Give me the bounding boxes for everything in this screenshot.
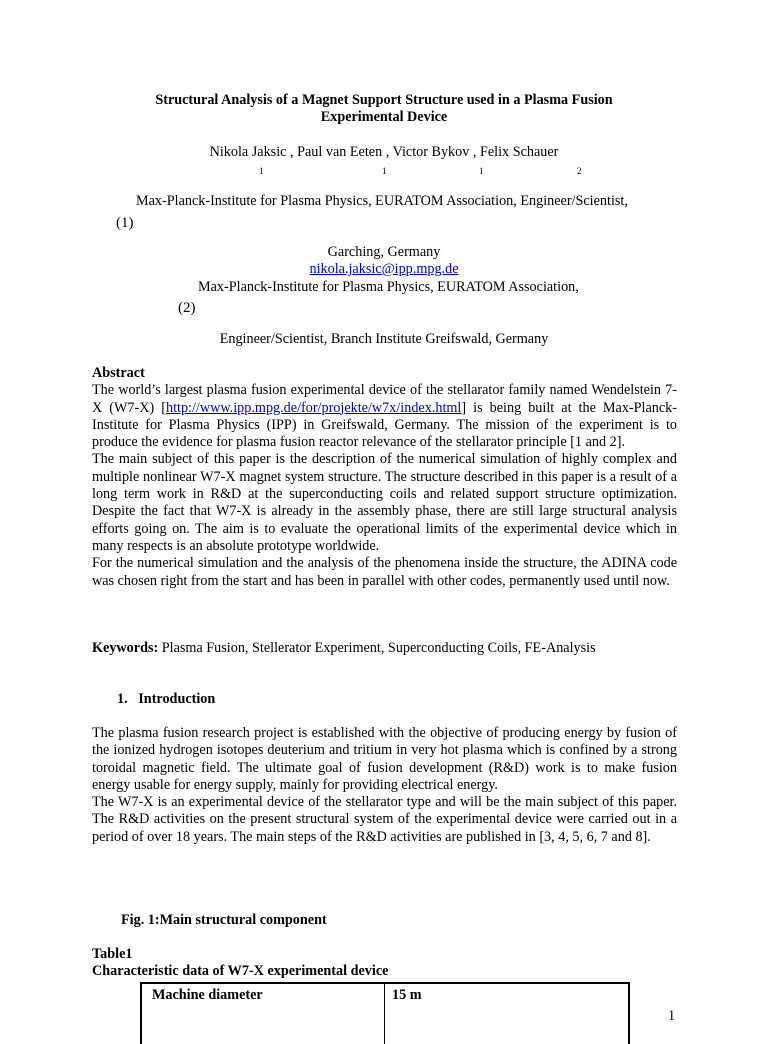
keywords-label: Keywords: [92, 640, 159, 656]
abstract-p1-before: The world’s largest plasma fusion experimental device of the stellarator family named Wendelstein 7-X (W7-X) [ [92, 382, 677, 416]
characteristics-table [140, 982, 630, 1044]
table-cell-name: Machine diameter [152, 987, 263, 1003]
table-caption: Characteristic data of W7-X experimental device [92, 963, 389, 979]
author-superscript-1: 1 [259, 166, 264, 176]
author-superscript-2: 1 [382, 166, 387, 176]
keywords-line [92, 640, 692, 657]
abstract-p1-after: ] is being built at the Max-Planck-Institute for Plasma Physics (IPP) in Greifswald, Germany. The mission of the experiment is to produce the evidence for plasma fusion reactor relevance of the stellarator principle [1 and 2]. [92, 399, 677, 451]
title-line-2: Experimental Device [320, 109, 448, 126]
abstract-paragraph-2: The main subject of this paper is the description of the numerical simulation of highly complex and multiple nonlinear W7-X magnet system structure. The structure described in this paper is a result of a long term work in R&D at the superconducting coils and related support structure optimization. Despite the fact that W7-X is already in the assembly phase, there are still large structural analysis efforts going on. The aim is to evaluate the operational limits of the experimental device which in many respects is an absolute prototype worldwide. [92, 451, 677, 554]
page-number: 1 [668, 1008, 676, 1024]
affiliation-1-mark: (1) [116, 215, 134, 231]
author-email-link[interactable] [60, 261, 708, 278]
abstract-heading: Abstract [92, 365, 145, 381]
keywords-text: Plasma Fusion, Stellerator Experiment, Superconducting Coils, FE-Analysis [158, 640, 596, 656]
affiliation-2-mark: (2) [178, 300, 196, 316]
abstract-paragraph-1 [92, 382, 677, 451]
table-cell-value: 15 m [392, 987, 422, 1003]
table-column-divider [384, 984, 385, 1044]
author-superscript-3: 1 [479, 166, 484, 176]
figure-caption: Fig. 1:Main structural component [121, 912, 327, 928]
paper-title [60, 92, 708, 127]
email-text[interactable]: nikola.jaksic@ipp.mpg.de [309, 261, 459, 277]
introduction-paragraph-1: The plasma fusion research project is established with the objective of producing energy by fusion of the ionized hydrogen isotopes deuterium and tritium in very hot plasma which is confined by a strong toroidal magnetic field. The ultimate goal of fusion development (R&D) work is to make fusion energy usable for energy supply, mainly for providing electrical energy. [92, 725, 677, 793]
abstract-paragraph-3: For the numerical simulation and the analysis of the phenomena inside the structure, the ADINA code was chosen right from the start and has been in parallel with other codes, permanently used until now. [92, 555, 677, 589]
introduction-paragraph-2: The W7-X is an experimental device of the stellarator type and will be the main subject of this paper. The R&D activities on the present structural system of the experimental device were carried out in a period of over 18 years. The main steps of the R&D activities are published in [3, 4, 5, 6, 7 and 8]. [92, 794, 677, 845]
introduction-heading: 1. Introduction [117, 691, 216, 707]
affiliation-2-city: Engineer/Scientist, Branch Institute Greifswald, Germany [219, 331, 549, 347]
affiliation-1-city: Garching, Germany [327, 244, 441, 260]
title-line-1: Structural Analysis of a Magnet Support Structure used in a Plasma Fusion [155, 92, 613, 108]
author-superscript-4: 2 [577, 166, 582, 176]
abstract-section [92, 365, 677, 590]
affiliation-2: Max-Planck-Institute for Plasma Physics, EURATOM Association, [198, 279, 579, 295]
table-label: Table1 [92, 946, 133, 962]
project-url-link[interactable]: http://www.ipp.mpg.de/for/projekte/w7x/index.html [165, 399, 462, 416]
author-list: Nikola Jaksic , Paul van Eeten , Victor Bykov , Felix Schauer [209, 144, 559, 160]
introduction-body [92, 725, 677, 846]
affiliation-1: Max-Planck-Institute for Plasma Physics, EURATOM Association, Engineer/Scientist, [136, 193, 628, 209]
